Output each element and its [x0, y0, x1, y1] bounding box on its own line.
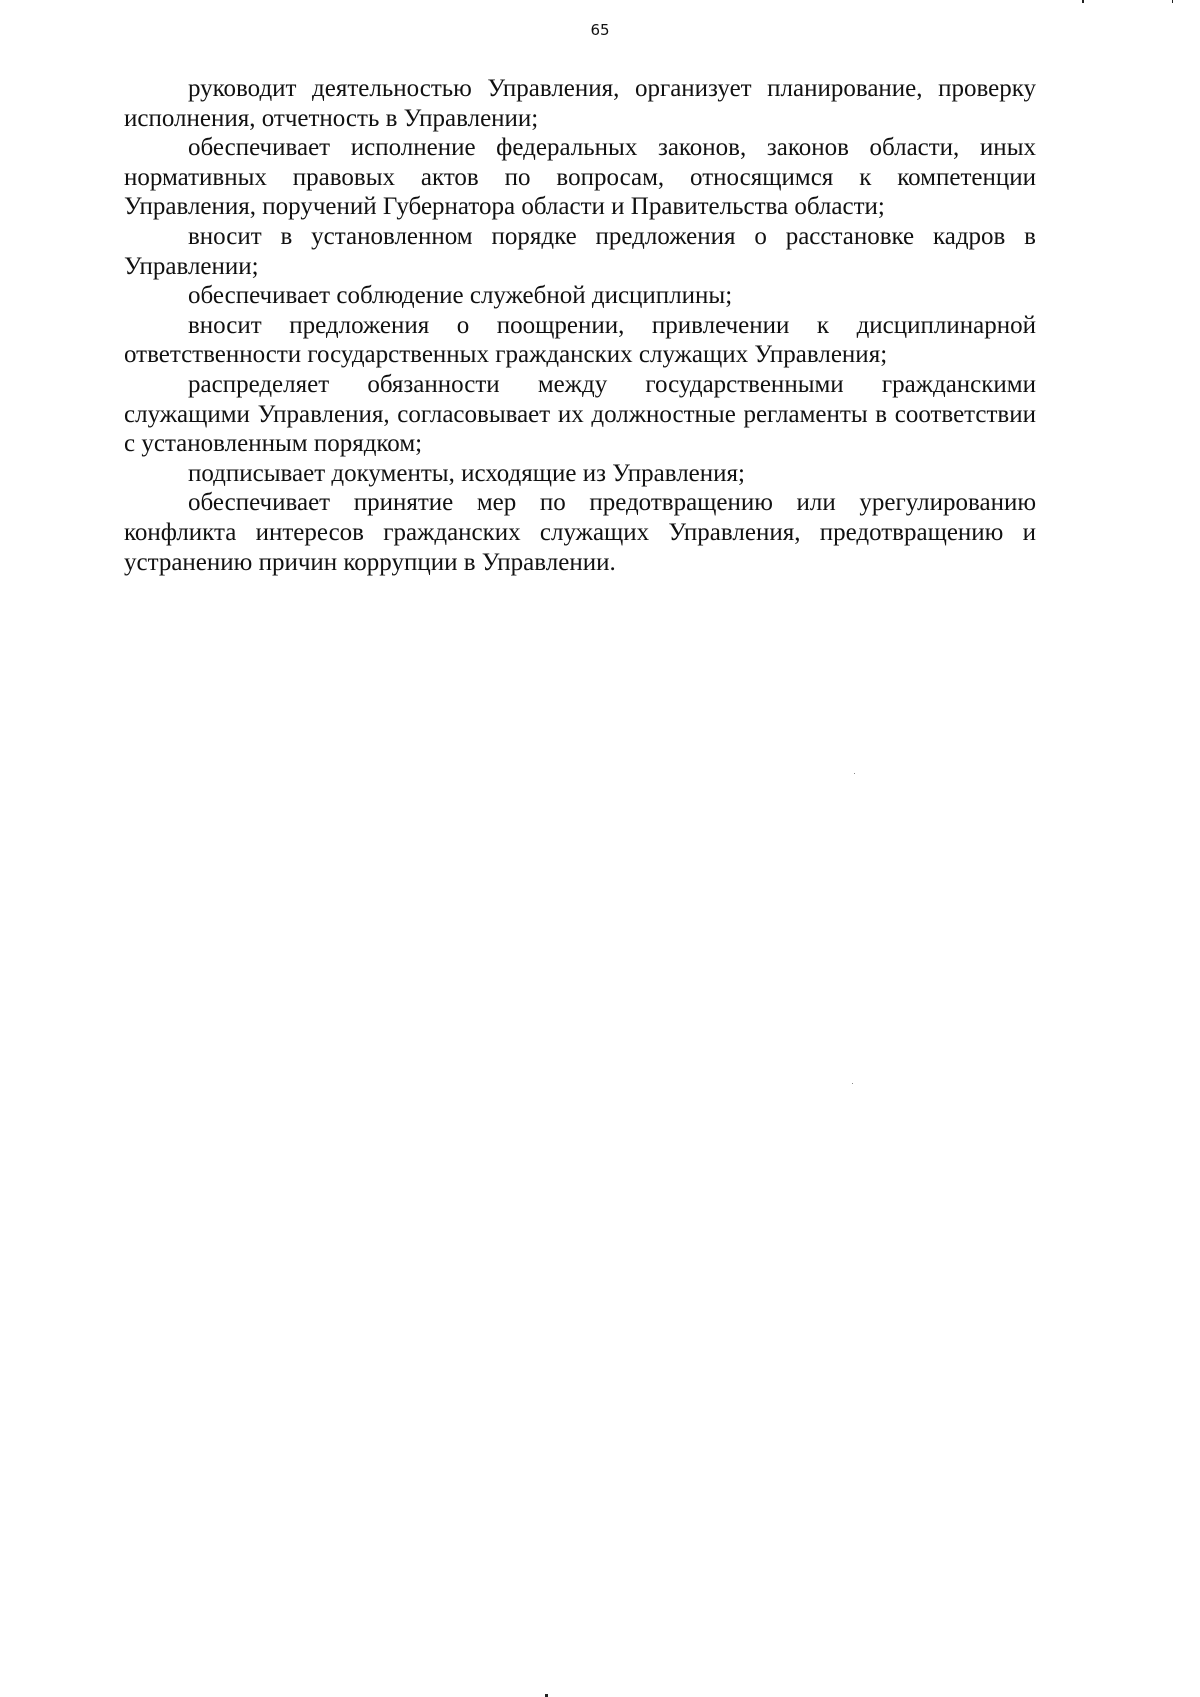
paragraph-6: распределяет обязанности между государственными гражданскими служащими Управления, согласовывает их должностные регламенты в соответствии с установленным порядком;: [124, 370, 1036, 458]
paragraph-4: обеспечивает соблюдение служебной дисциплины;: [188, 282, 733, 310]
paragraph-3: вносит в установленном порядке предложения о расстановке кадров в Управлении;: [124, 222, 1036, 280]
scan-speck: [1082, 0, 1084, 3]
scan-speck: [852, 1083, 853, 1084]
scan-speck: [1172, 0, 1173, 3]
paragraph-5: вносит предложения о поощрении, привлечении к дисциплинарной ответственности государственных гражданских служащих Управления;: [124, 311, 1036, 369]
page-number: 65: [590, 21, 610, 39]
paragraph-7: подписывает документы, исходящие из Управления;: [188, 459, 745, 487]
document-body: [124, 74, 1036, 577]
paragraph-2: обеспечивает исполнение федеральных законов, законов области, иных нормативных правовых актов по вопросам, относящимся к компетенции Управления, поручений Губернатора области и Правительства области;: [124, 134, 1036, 221]
paragraph-1: руководит деятельностью Управления, организует планирование, проверку исполнения, отчетность в Управлении;: [124, 75, 1036, 132]
paragraph-8: обеспечивает принятие мер по предотвращению или урегулированию конфликта интересов гражданских служащих Управления, предотвращению и устранению причин коррупции в Управлении.: [124, 489, 1036, 576]
scan-speck: [854, 773, 855, 774]
